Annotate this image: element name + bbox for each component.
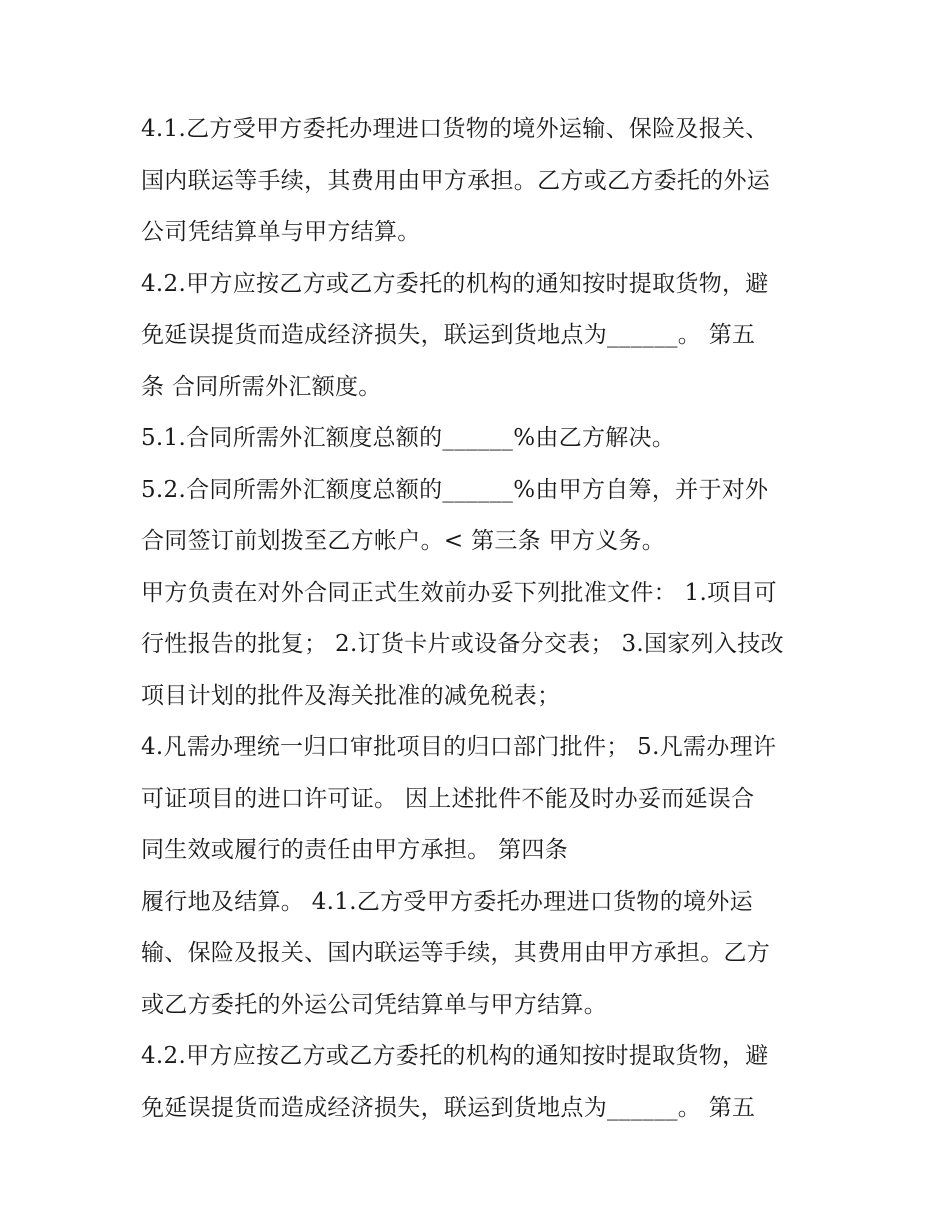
text-line: 输、保险及报关、国内联运等手续，其费用由甲方承担。乙方 [141, 940, 771, 966]
text-line: 或乙方委托的外运公司凭结算单与甲方结算。 [141, 991, 607, 1018]
text-line: 国内联运等手续，其费用由甲方承担。乙方或乙方委托的外运 [141, 167, 771, 194]
text-line: 4.1.乙方受甲方委托办理进口货物的境外运输、保险及报关、 [141, 116, 769, 142]
text-line: 甲方负责在对外合同正式生效前办妥下列批准文件： 1.项目可 [141, 579, 777, 606]
text-line: 合同签订前划拨至乙方帐户。< 第三条 甲方义务。 [141, 528, 666, 554]
text-line: 项目计划的批件及海关批准的减免税表； [141, 682, 561, 709]
text-line: 免延误提货而造成经济损失，联运到货地点为______。 第五 [141, 322, 756, 348]
document-body [141, 104, 821, 1134]
text-line: 5.1.合同所需外汇额度总额的______%由乙方解决。 [141, 425, 676, 451]
text-line: 4.凡需办理统一归口审批项目的归口部门批件； 5.凡需办理许 [141, 734, 777, 760]
text-line: 行性报告的批复； 2.订货卡片或设备分交表； 3.国家列入技改 [141, 631, 784, 657]
text-line: 免延误提货而造成经济损失，联运到货地点为______。 第五 [141, 1094, 756, 1121]
text-line: 4.2.甲方应按乙方或乙方委托的机构的通知按时提取货物，避 [141, 1043, 769, 1069]
text-line: 履行地及结算。 4.1.乙方受甲方委托办理进口货物的境外运 [141, 888, 753, 915]
text-line: 公司凭结算单与甲方结算。 [141, 219, 421, 245]
text-line: 4.2.甲方应按乙方或乙方委托的机构的通知按时提取货物，避 [141, 270, 769, 297]
text-line: 可证项目的进口许可证。 因上述批件不能及时办妥而延误合 [141, 785, 755, 812]
text-line: 同生效或履行的责任由甲方承担。 第四条 [141, 837, 569, 863]
text-line: 5.2.合同所需外汇额度总额的______%由甲方自筹，并于对外 [141, 476, 769, 503]
text-line: 条 合同所需外汇额度。 [141, 373, 382, 400]
